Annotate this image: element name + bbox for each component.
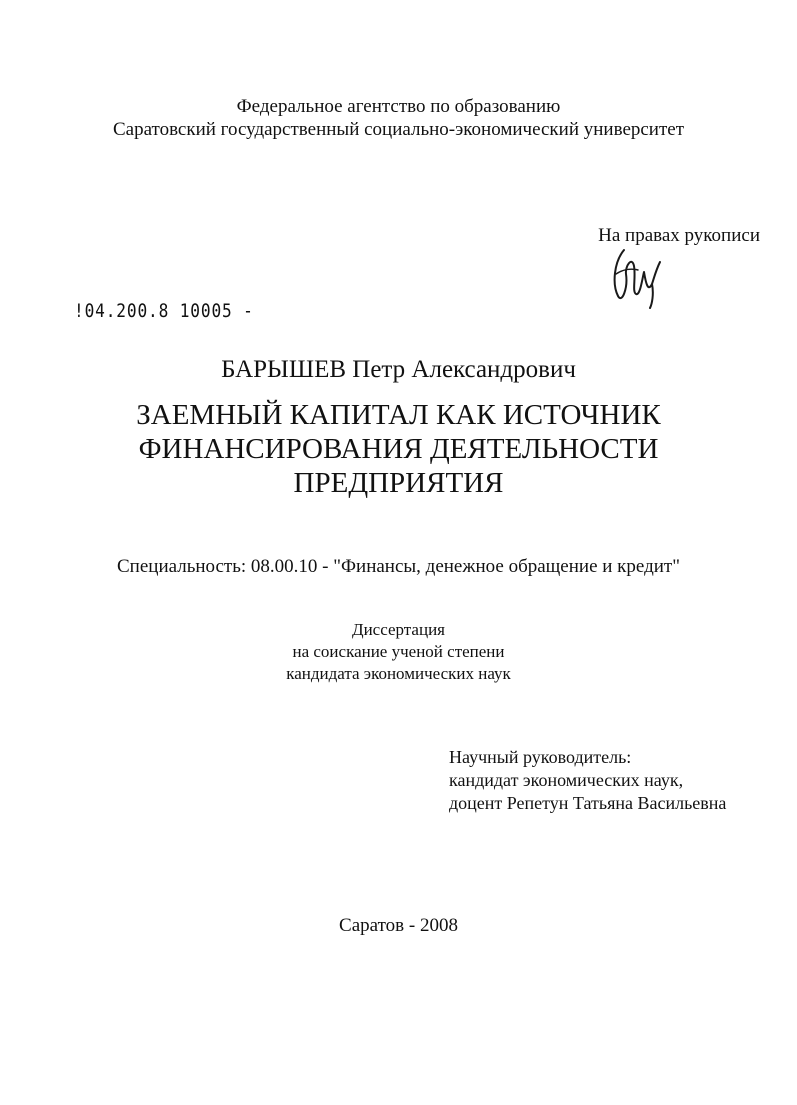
agency-name: Федеральное агентство по образованию xyxy=(236,96,561,117)
supervisor-label: Научный руководитель: xyxy=(449,747,632,767)
dissertation-title xyxy=(0,398,797,500)
title-line: ФИНАНСИРОВАНИЯ ДЕЯТЕЛЬНОСТИ xyxy=(138,433,659,465)
author-name: БАРЫШЕВ Петр Александрович xyxy=(221,356,576,383)
title-line: ПРЕДПРИЯТИЯ xyxy=(293,467,504,499)
specialty: Специальность: 08.00.10 - "Финансы, денежное обращение и кредит" xyxy=(117,556,680,577)
manuscript-rights-note: На правах рукописи xyxy=(598,225,760,246)
supervisor-degree: кандидат экономических наук, xyxy=(449,770,684,790)
handwritten-signature xyxy=(606,244,670,310)
city-year: Саратов - 2008 xyxy=(339,915,458,936)
university-name: Саратовский государственный социально-экономический университет xyxy=(112,119,685,140)
supervisor-name: доцент Репетун Татьяна Васильевна xyxy=(449,793,727,813)
degree-line: на соискание ученой степени xyxy=(292,642,505,661)
title-line: ЗАЕМНЫЙ КАПИТАЛ КАК ИСТОЧНИК xyxy=(136,399,661,431)
dissertation-label: Диссертация xyxy=(351,620,445,639)
registry-code: !04.200.8 10005 - xyxy=(74,300,254,322)
degree-field: кандидата экономических наук xyxy=(286,664,511,683)
